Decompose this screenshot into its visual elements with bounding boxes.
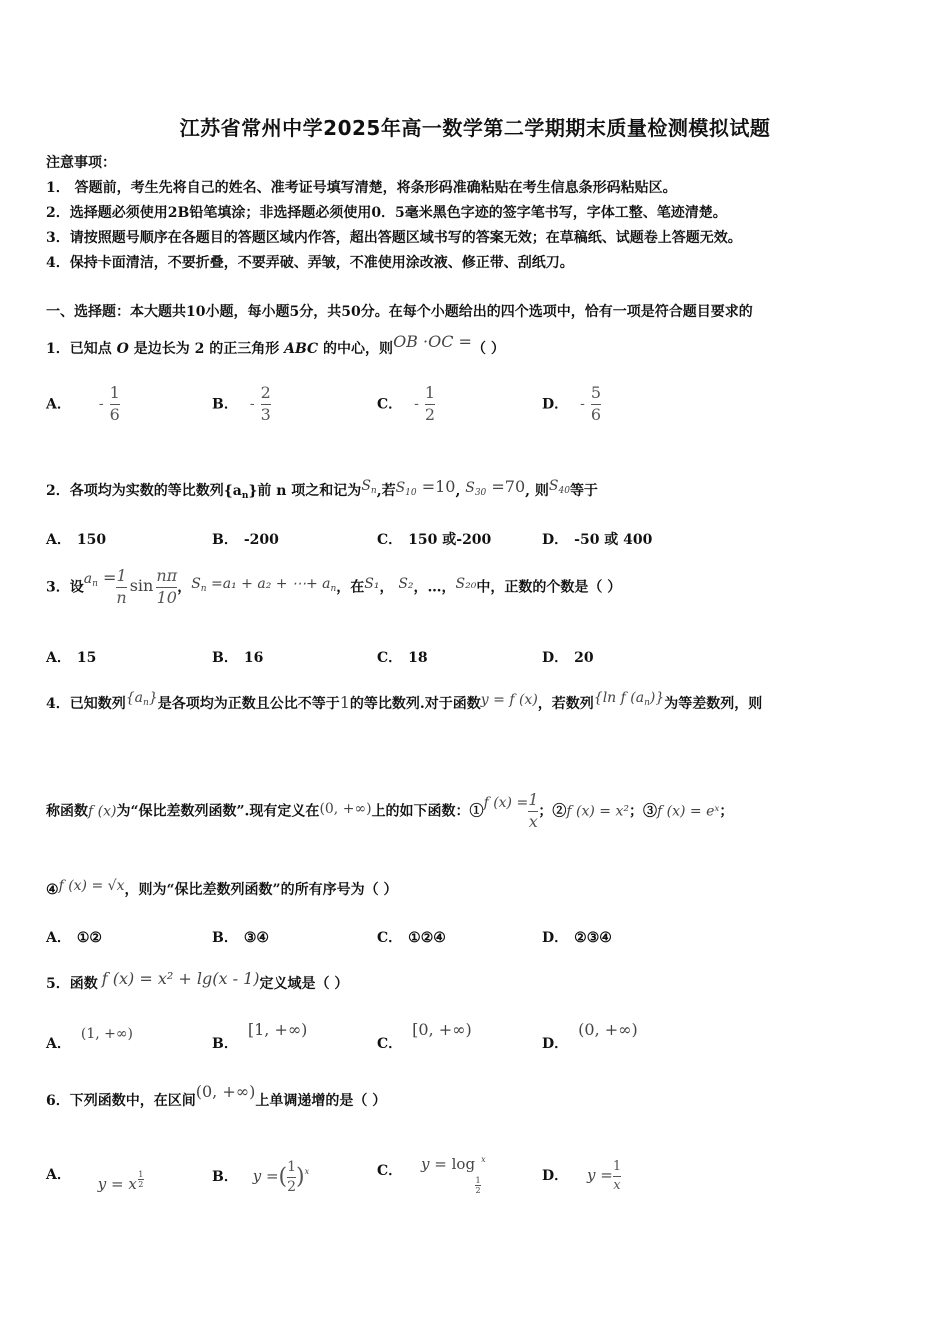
q1-triangle: ABC bbox=[284, 341, 319, 357]
q3-option-c[interactable] bbox=[377, 647, 428, 667]
q4-text-mid2: 的等比数列.对于函数 bbox=[349, 696, 481, 712]
option-text: ③④ bbox=[243, 930, 269, 946]
q4-f2: f (x) = x² bbox=[566, 803, 629, 820]
option-sign: - bbox=[414, 396, 419, 413]
q5-option-b[interactable] bbox=[212, 1020, 308, 1052]
option-text: 16 bbox=[243, 650, 264, 666]
option-label: B． bbox=[212, 930, 238, 946]
option-label: D． bbox=[542, 396, 569, 413]
frac-num: 1 bbox=[528, 790, 539, 809]
frac-den: 6 bbox=[109, 404, 120, 424]
option-label: C． bbox=[377, 1163, 403, 1179]
q3-s20: S₂₀ bbox=[455, 576, 477, 593]
option-label: D． bbox=[542, 1036, 569, 1052]
q6-text-pre: 6．下列函数中，在区间 bbox=[46, 1093, 196, 1109]
option-fraction bbox=[591, 385, 601, 424]
q4-f4: f (x) = √x bbox=[58, 878, 125, 894]
option-text: 15 bbox=[76, 650, 97, 666]
q2-text-pre: 2．各项均为实数的等比数列{a bbox=[46, 483, 242, 499]
q2-sub: n bbox=[241, 491, 249, 501]
option-sign: - bbox=[98, 396, 104, 413]
frac-den: 2 bbox=[424, 404, 436, 424]
q1-option-c[interactable] bbox=[377, 385, 435, 424]
q1-point-o: O bbox=[116, 341, 129, 357]
q1-option-b[interactable] bbox=[212, 385, 271, 424]
option-label: A． bbox=[46, 532, 71, 548]
page-title: 江苏省常州中学2025年高一数学第二学期期末质量检测模拟试题 bbox=[179, 116, 771, 140]
q4-text-mid: 是各项均为正数且公比不等于 bbox=[157, 696, 340, 712]
notice-item-4: 4．保持卡面清洁，不要折叠，不要弄破、弄皱，不准使用涂改液、修正带、刮纸刀。 bbox=[46, 255, 574, 271]
sym-eq: = bbox=[97, 568, 117, 588]
q2-s30 bbox=[465, 477, 526, 498]
q4-option-d[interactable] bbox=[542, 927, 612, 947]
q1-option-d[interactable] bbox=[542, 385, 601, 424]
option-label: C． bbox=[377, 650, 403, 666]
q1-text-post: 的中心，则 bbox=[318, 341, 394, 357]
q5-option-c[interactable] bbox=[377, 1020, 472, 1052]
option-text: 20 bbox=[574, 650, 594, 666]
q3-dots: ，…， bbox=[413, 579, 456, 596]
q3-frac2 bbox=[156, 568, 177, 607]
q2-option-a[interactable] bbox=[46, 529, 106, 549]
q1-option-a[interactable] bbox=[46, 385, 120, 424]
option-sign: - bbox=[249, 396, 255, 413]
sym-end: )} bbox=[649, 690, 665, 706]
option-text: ①② bbox=[76, 930, 102, 946]
frac-num: nπ bbox=[156, 566, 178, 585]
sym-sub: n bbox=[143, 698, 149, 708]
q1-tail: （ ） bbox=[471, 341, 505, 357]
q4-line3-end: ，则为“保比差数列函数”的所有序号为（ ） bbox=[124, 882, 398, 898]
question-6 bbox=[46, 1082, 387, 1110]
q4-circle-3: ③ bbox=[642, 803, 657, 820]
option-label: A． bbox=[46, 396, 71, 413]
q2-s10 bbox=[395, 477, 456, 498]
option-label: D． bbox=[542, 930, 569, 946]
q3-sin: sin bbox=[129, 576, 154, 596]
frac-den: 10 bbox=[156, 587, 177, 607]
option-text: [1, +∞) bbox=[247, 1020, 308, 1039]
q2-text-mid: }前 n 项之和记为 bbox=[248, 483, 362, 499]
option-fraction bbox=[110, 385, 120, 424]
sym: S bbox=[361, 478, 371, 494]
option-label: C． bbox=[377, 1036, 403, 1052]
frac-num: 1 bbox=[109, 383, 120, 402]
sym: S bbox=[395, 480, 406, 496]
q6-option-c-math: y = log $\frac{1}{2}$ $^x$ bbox=[421, 1155, 486, 1195]
q6-option-a-math: y = x $\frac{1}{2}$ bbox=[97, 1170, 144, 1193]
sym-sub: 40 bbox=[558, 486, 570, 496]
option-label: B． bbox=[212, 650, 238, 666]
option-label: B． bbox=[212, 1036, 238, 1052]
q3-option-b[interactable] bbox=[212, 647, 263, 667]
q3-text-pre: 3．设 bbox=[46, 579, 84, 596]
notice-item-2: 2．选择题必须使用2B铅笔填涂；非选择题必须使用0．5毫米黑色字迹的签字笔书写，字体工整、笔迹清楚。 bbox=[46, 205, 727, 221]
option-label: B． bbox=[212, 532, 238, 548]
q3-sep: ， bbox=[177, 579, 192, 596]
q4-line2-pre: 称函数 bbox=[46, 803, 88, 820]
frac-den: 6 bbox=[590, 404, 602, 424]
q4-f1-frac bbox=[528, 792, 538, 831]
q4-text-end: 为等差数列，则 bbox=[664, 696, 763, 712]
sym-sub: n bbox=[92, 579, 98, 590]
frac-den: x bbox=[528, 811, 538, 831]
q4-option-b[interactable] bbox=[212, 927, 269, 947]
q3-frac1 bbox=[116, 568, 126, 607]
option-text: [0, +∞) bbox=[412, 1020, 472, 1039]
option-label: A． bbox=[46, 930, 71, 946]
question-4-line-2 bbox=[46, 792, 733, 831]
q6-option-d-math: y = $\frac{1}{x}$ bbox=[587, 1159, 622, 1193]
q4-text-mid3: ，若数列 bbox=[537, 696, 594, 712]
q4-option-a[interactable] bbox=[46, 927, 102, 947]
q3-an bbox=[83, 568, 117, 590]
q4-circle-2: ② bbox=[552, 803, 567, 820]
q1-expression: OB ·OC = bbox=[393, 332, 472, 351]
sym-sub: 10 bbox=[405, 488, 417, 498]
sym: a bbox=[83, 571, 93, 588]
q4-semi: ； bbox=[628, 803, 643, 820]
notice-heading: 注意事项： bbox=[46, 155, 116, 171]
frac-num: 2 bbox=[260, 383, 271, 402]
sym-val: =70 bbox=[486, 477, 526, 496]
option-text: -50 或 400 bbox=[574, 532, 653, 548]
option-label: C． bbox=[377, 396, 403, 413]
frac-num: 5 bbox=[590, 383, 602, 402]
option-label: C． bbox=[377, 930, 403, 946]
option-label: C． bbox=[377, 532, 403, 548]
question-3: 3．设$a_n$ = $\frac{1}{n}$ sin $\frac{n\pi}{10}$ ，$S_n =a_1 + a_2$ + ⋯+ $a_n$，在S₁， S₂，…，S₂₀中，正数的个数是（ ） bbox=[46, 566, 622, 607]
sym: {ln f (a bbox=[593, 690, 645, 706]
option-label: A． bbox=[46, 650, 71, 666]
sym: S bbox=[465, 480, 475, 496]
option-label: D． bbox=[542, 650, 569, 666]
sym: {a bbox=[125, 690, 144, 706]
q3-s2: S₂ bbox=[398, 576, 414, 593]
sym: S bbox=[548, 478, 559, 494]
section-heading: 一、选择题：本大题共10小题，每小题5分，共50分。在每个小题给出的四个选项中，恰有一项是符合题目要求的 bbox=[46, 304, 753, 320]
q4-semi: ； bbox=[538, 803, 553, 820]
question-1 bbox=[46, 332, 505, 358]
q2-end: 等于 bbox=[569, 483, 598, 499]
q2-then: , 则 bbox=[525, 483, 549, 499]
option-label: B． bbox=[212, 1169, 238, 1186]
option-label: D． bbox=[542, 532, 569, 548]
q3-sum bbox=[191, 576, 337, 595]
notice-item-1: 1． 答题前，考生先将自己的姓名、准考证号填写清楚，将条形码准确粘贴在考生信息条形码粘贴区。 bbox=[46, 180, 677, 196]
sym-sub: n bbox=[200, 584, 207, 595]
notice-item-3: 3．请按照题号顺序在各题目的答题区域内作答，超出答题区域书写的答案无效；在草稿纸、试题卷上答题无效。 bbox=[46, 230, 742, 246]
option-text: ②③④ bbox=[574, 930, 612, 946]
option-label: B． bbox=[212, 396, 238, 413]
sym-val: =10 bbox=[416, 477, 456, 496]
option-sign: - bbox=[580, 396, 585, 413]
frac-num: 1 bbox=[424, 383, 436, 402]
option-text: (1, +∞) bbox=[80, 1026, 133, 1042]
sym-sub: n bbox=[330, 584, 337, 595]
sym-end: } bbox=[148, 690, 158, 706]
frac-den: n bbox=[116, 587, 127, 607]
q4-seq bbox=[126, 690, 158, 706]
q5-expression: f (x) = x² + lg(x - 1) bbox=[101, 969, 260, 988]
sym-sub: 30 bbox=[474, 488, 487, 498]
question-4-line-3 bbox=[46, 879, 397, 899]
q3-s1: S₁ bbox=[364, 576, 380, 593]
question-2: 2．各项均为实数的等比数列$\{a_n\}$前 n 项之和记为$S_n$,若$S_{10} =10$, $S_{30} =70$, 则$S_{40}$等于 bbox=[46, 477, 598, 501]
q6-option-c[interactable] bbox=[377, 1155, 486, 1201]
option-text: 18 bbox=[408, 650, 428, 666]
q5-end: 定义域是（ ） bbox=[259, 976, 349, 992]
q6-end: 上单调递增的是（ ） bbox=[255, 1093, 387, 1109]
q5-option-d[interactable] bbox=[542, 1020, 638, 1052]
option-text: 150 bbox=[76, 532, 107, 548]
question-4-line-1 bbox=[46, 690, 763, 714]
question-5 bbox=[46, 969, 349, 993]
q4-interval: (0, +∞) bbox=[319, 801, 372, 818]
q4-one: 1 bbox=[339, 693, 350, 712]
option-label: D． bbox=[542, 1168, 569, 1185]
q3-in: ，在 bbox=[336, 579, 365, 596]
q6-option-a[interactable] bbox=[46, 1160, 144, 1193]
sym-rhs: =a₁ + a₂ + ⋯+ a bbox=[206, 576, 331, 593]
q1-text-pre: 1．已知点 bbox=[46, 341, 117, 357]
q5-option-a[interactable] bbox=[46, 1023, 133, 1052]
option-text: -200 bbox=[243, 532, 279, 548]
option-fraction bbox=[261, 385, 271, 424]
q3-option-a[interactable] bbox=[46, 647, 96, 667]
q4-line2-mid: 为“保比差数列函数”.现有定义在 bbox=[116, 803, 320, 820]
sym-sub: n bbox=[644, 698, 650, 708]
q4-f3: f (x) = eˣ bbox=[656, 803, 720, 820]
q3-option-d[interactable] bbox=[542, 647, 594, 667]
q4-fx: f (x) bbox=[88, 803, 117, 820]
q6-option-b[interactable] bbox=[212, 1160, 309, 1194]
option-label: A． bbox=[46, 1167, 71, 1183]
frac-num: 1 bbox=[116, 566, 127, 585]
q6-option-d[interactable] bbox=[542, 1160, 621, 1192]
q1-text-mid: 是边长为 2 的正三角形 bbox=[128, 341, 285, 357]
option-label: A． bbox=[46, 1036, 71, 1052]
q3-end: 中，正数的个数是（ ） bbox=[476, 579, 622, 596]
q6-interval: (0, +∞) bbox=[195, 1082, 256, 1101]
option-text: 150 或-200 bbox=[408, 532, 492, 548]
q2-option-c[interactable] bbox=[377, 529, 491, 549]
sym-sub: n bbox=[370, 486, 377, 496]
option-fraction bbox=[425, 385, 435, 424]
q6-option-b-math: y =( $\frac{1}{2}$ )$^x$ bbox=[252, 1159, 310, 1195]
q2-sn bbox=[361, 478, 376, 494]
option-text: ①②④ bbox=[408, 930, 446, 946]
q5-text-pre: 5．函数 bbox=[46, 976, 98, 992]
q4-line2-mid2: 上的如下函数：① bbox=[371, 803, 484, 820]
q4-option-c[interactable] bbox=[377, 927, 446, 947]
sym: S bbox=[191, 576, 201, 593]
q4-lnseq bbox=[594, 690, 664, 706]
q4-semi: ； bbox=[719, 803, 734, 820]
q4-func: y = f (x) bbox=[480, 692, 538, 708]
q2-option-d[interactable] bbox=[542, 529, 652, 549]
q2-if: ,若 bbox=[376, 483, 396, 499]
q4-line3-pre: ④ bbox=[46, 882, 59, 898]
frac-den: 3 bbox=[260, 404, 271, 424]
q4-f1-lhs: f (x) = bbox=[483, 795, 529, 812]
q4-text-pre: 4．已知数列 bbox=[46, 696, 126, 712]
q2-s40 bbox=[549, 478, 570, 494]
option-text: (0, +∞) bbox=[578, 1020, 638, 1039]
q2-option-b[interactable] bbox=[212, 529, 279, 549]
